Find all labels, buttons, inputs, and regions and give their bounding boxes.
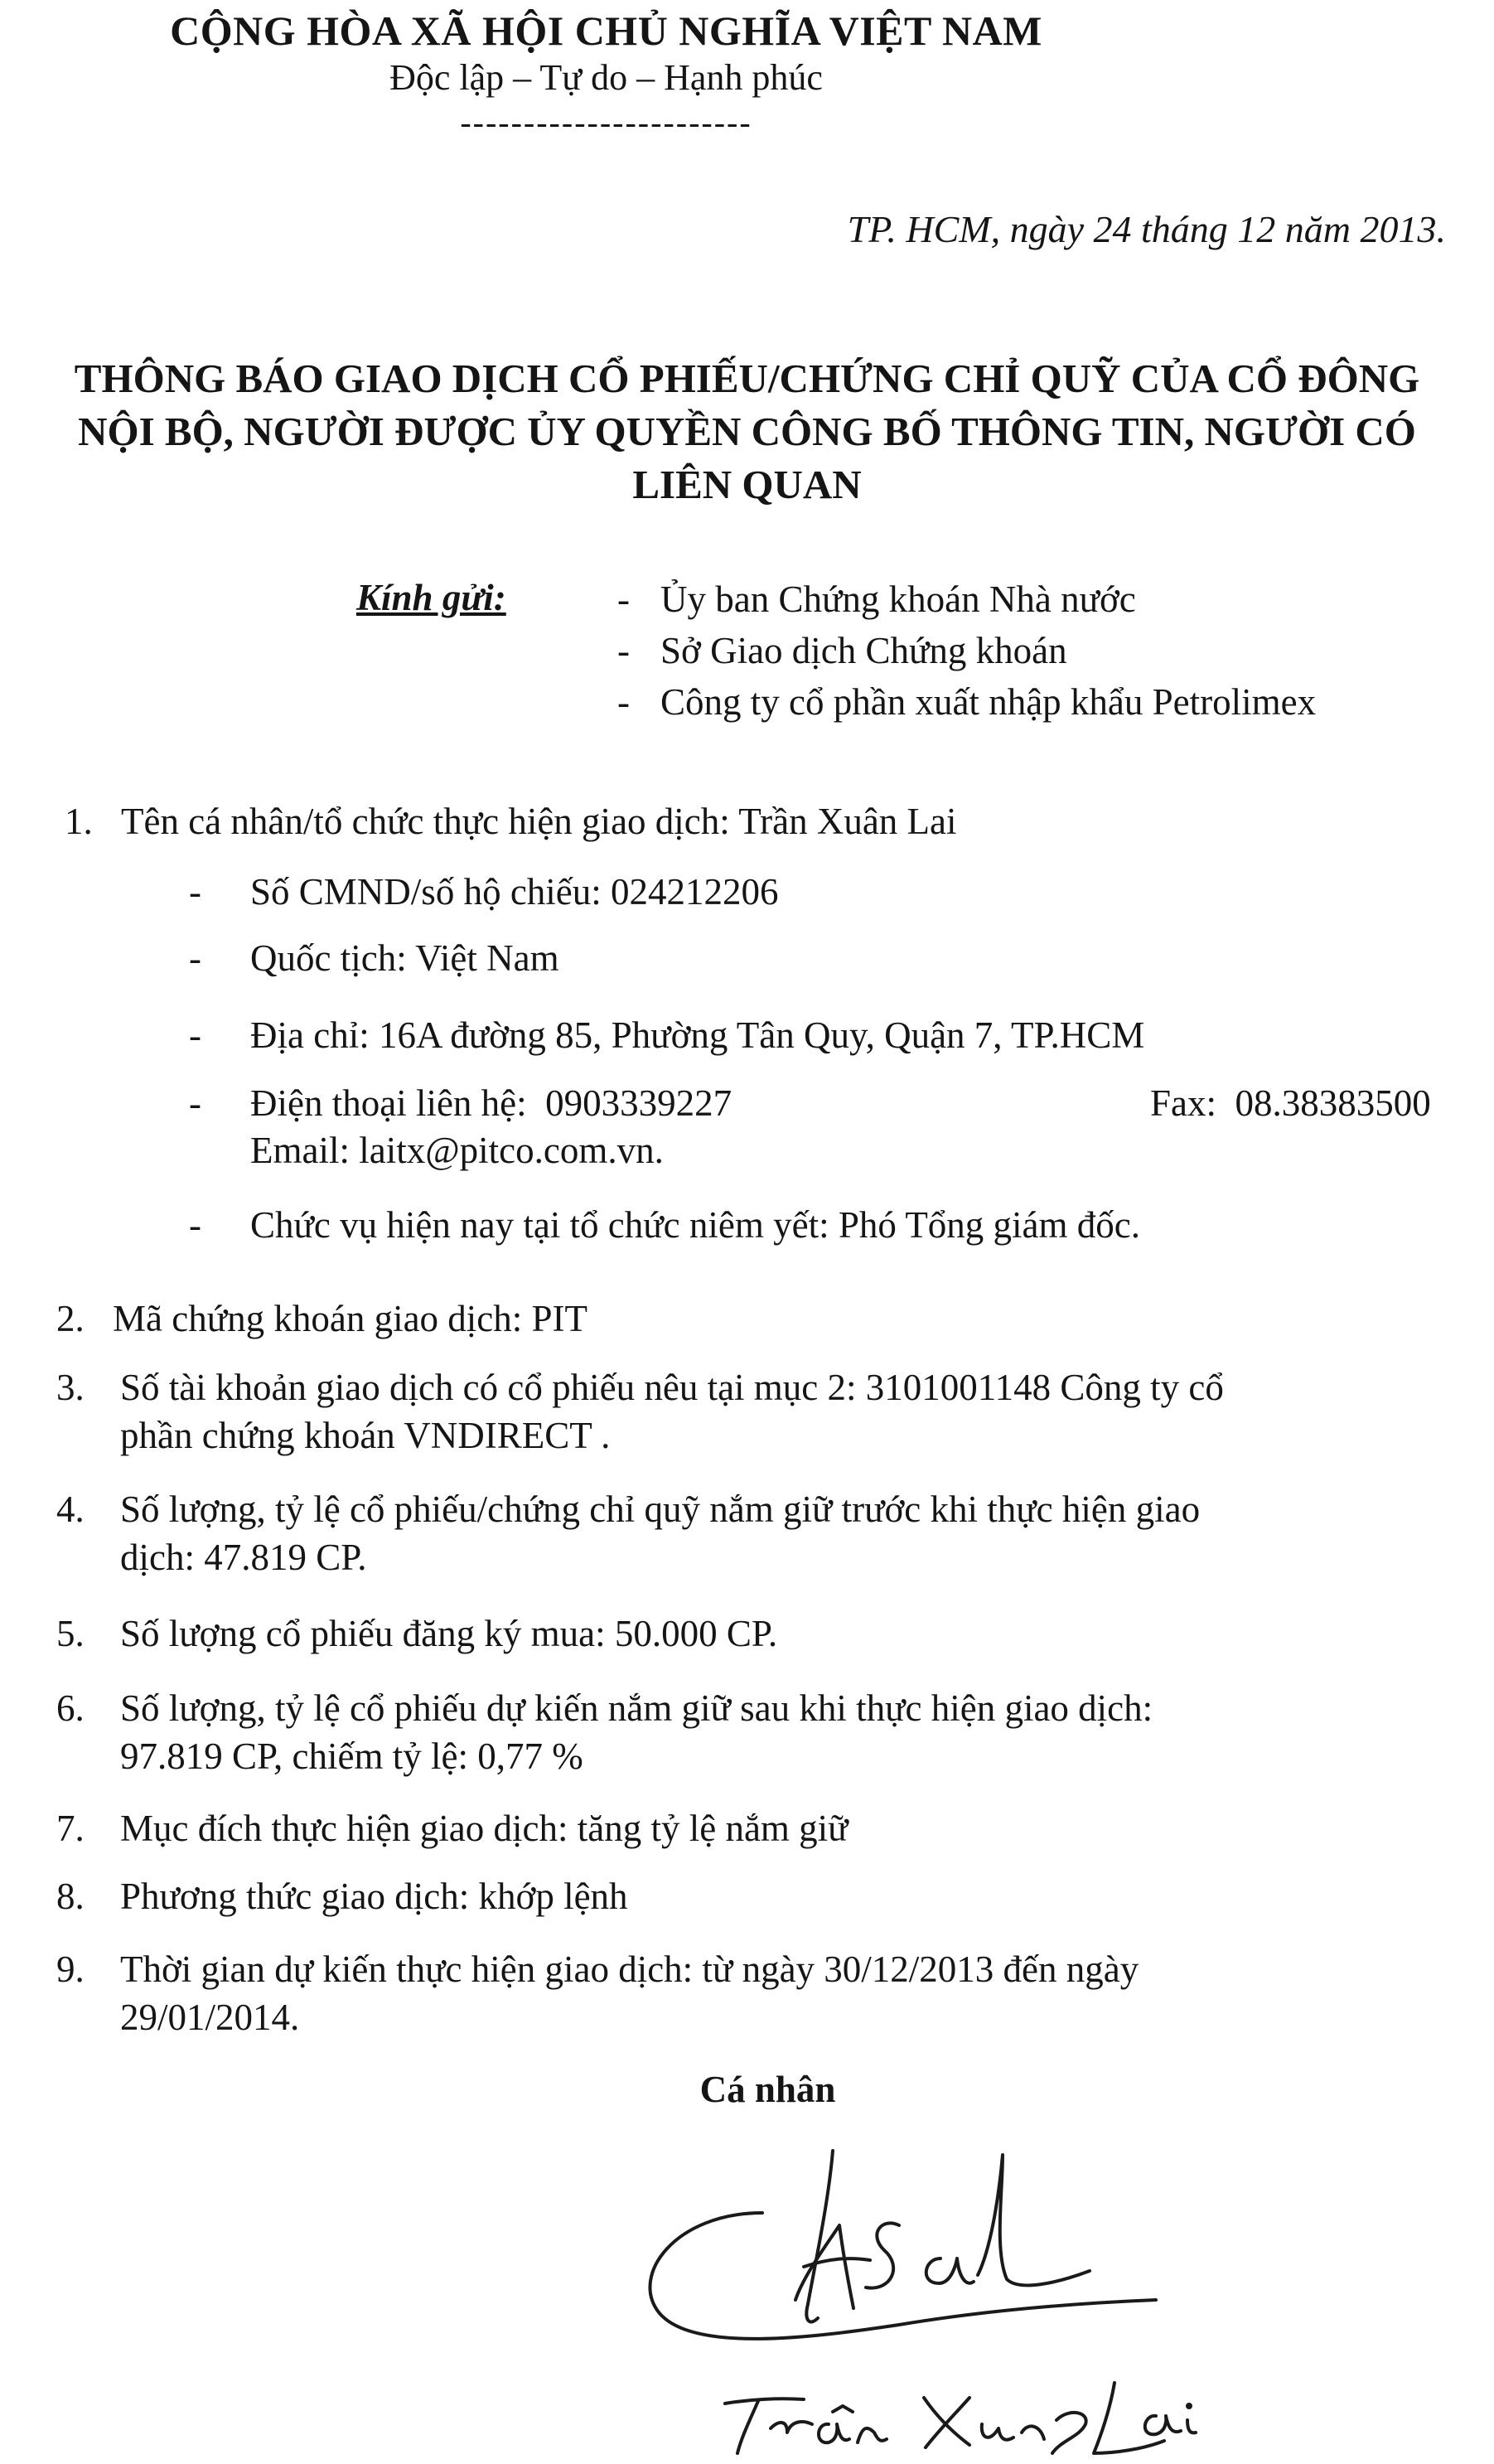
item-number-4: 4. xyxy=(56,1489,85,1530)
item-6-line-2: 97.819 CP, chiếm tỷ lệ: 0,77 % xyxy=(120,1735,583,1777)
item-text: Phương thức giao dịch: khớp lệnh xyxy=(120,1876,628,1917)
recipients-list xyxy=(617,574,1316,728)
item-text: Mục đích thực hiện giao dịch: tăng tỷ lệ nắm giữ xyxy=(120,1808,849,1849)
email: Email: laitx@pitco.com.vn. xyxy=(250,1130,664,1171)
item-number-9: 9. xyxy=(56,1948,85,1990)
bullet-dash: - xyxy=(189,1204,201,1246)
signature-title: Cá nhân xyxy=(699,2069,836,2110)
item-number: 2. xyxy=(56,1298,85,1339)
bullet-dash: - xyxy=(189,937,201,979)
position: Chức vụ hiện nay tại tổ chức niêm yết: Phó Tổng giám đốc. xyxy=(250,1204,1141,1246)
item-8 xyxy=(56,1875,628,1918)
id-number: Số CMND/số hộ chiếu: 024212206 xyxy=(250,871,779,913)
item-text: Số lượng cổ phiếu đăng ký mua: 50.000 CP. xyxy=(120,1613,778,1654)
recipient-item: - Ủy ban Chứng khoán Nhà nước xyxy=(617,578,1136,620)
item-2 xyxy=(56,1297,587,1340)
item-4-line-2: dịch: 47.819 CP. xyxy=(120,1537,367,1578)
dateline: TP. HCM, ngày 24 tháng 12 năm 2013. xyxy=(847,208,1446,250)
nationality: Quốc tịch: Việt Nam xyxy=(250,937,559,979)
recipient-item: - Công ty cổ phần xuất nhập khẩu Petrolimex xyxy=(617,681,1317,723)
address: Địa chỉ: 16A đường 85, Phường Tân Quy, Quận 7, TP.HCM xyxy=(250,1014,1145,1056)
bullet-dash: - xyxy=(189,871,201,913)
phone-line xyxy=(250,1082,732,1125)
item-9-line-1: Thời gian dự kiến thực hiện giao dịch: từ ngày 30/12/2013 đến ngày xyxy=(120,1948,1139,1990)
item-text: Mã chứng khoán giao dịch: PIT xyxy=(113,1298,588,1339)
title-line-2: NỘI BỘ, NGƯỜI ĐƯỢC ỦY QUYỀN CÔNG BỐ THÔNG TIN, NGƯỜI CÓ xyxy=(78,409,1416,454)
item-number: 5. xyxy=(56,1613,85,1654)
bullet-dash: - xyxy=(189,1082,201,1124)
item-6-line-1: Số lượng, tỷ lệ cổ phiếu dự kiến nắm giữ sau khi thực hiện giao dịch: xyxy=(120,1687,1153,1729)
header-divider: ----------------------- xyxy=(460,104,752,141)
fax-value: 08.38383500 xyxy=(1235,1082,1431,1124)
item-1 xyxy=(65,800,957,843)
phone-value: 0903339227 xyxy=(545,1082,732,1124)
country-heading: CỘNG HÒA XÃ HỘI CHỦ NGHĨA VIỆT NAM xyxy=(170,7,1042,54)
item-3-line-2: phần chứng khoán VNDIRECT . xyxy=(120,1415,611,1456)
item-text: Số tài khoản giao dịch có cổ phiếu nêu tại mục 2: 3101001148 Công ty cổ xyxy=(120,1367,1224,1408)
item-number: 7. xyxy=(56,1808,85,1849)
item-number-6: 6. xyxy=(56,1687,85,1729)
phone-label: Điện thoại liên hệ: xyxy=(250,1082,527,1124)
title-line-3: LIÊN QUAN xyxy=(632,462,862,507)
fax-label: Fax: xyxy=(1150,1082,1217,1124)
item-9-line-2: 29/01/2014. xyxy=(120,1997,300,2038)
item-number: 8. xyxy=(56,1876,85,1917)
document-title xyxy=(0,352,1494,511)
title-line-1: THÔNG BÁO GIAO DỊCH CỔ PHIẾU/CHỨNG CHỈ QUỸ CỦA CỔ ĐÔNG xyxy=(74,356,1420,401)
recipients-label: Kính gửi: xyxy=(356,577,506,618)
fax-line xyxy=(1150,1082,1431,1125)
item-number-3: 3. xyxy=(56,1367,85,1408)
item-4-line-1: Số lượng, tỷ lệ cổ phiếu/chứng chỉ quỹ nắm giữ trước khi thực hiện giao xyxy=(120,1489,1201,1530)
recipient-item: - Sở Giao dịch Chứng khoán xyxy=(617,630,1067,671)
motto: Độc lập – Tự do – Hạnh phúc xyxy=(389,57,823,98)
item-number: 1. xyxy=(65,801,93,842)
item-text: Tên cá nhân/tổ chức thực hiện giao dịch: Trần Xuân Lai xyxy=(121,801,957,842)
item-5 xyxy=(56,1612,777,1655)
item-7 xyxy=(56,1807,849,1850)
bullet-dash: - xyxy=(189,1014,201,1056)
item-3-line-1 xyxy=(120,1366,1487,1409)
handwritten-signature xyxy=(626,2134,1206,2462)
